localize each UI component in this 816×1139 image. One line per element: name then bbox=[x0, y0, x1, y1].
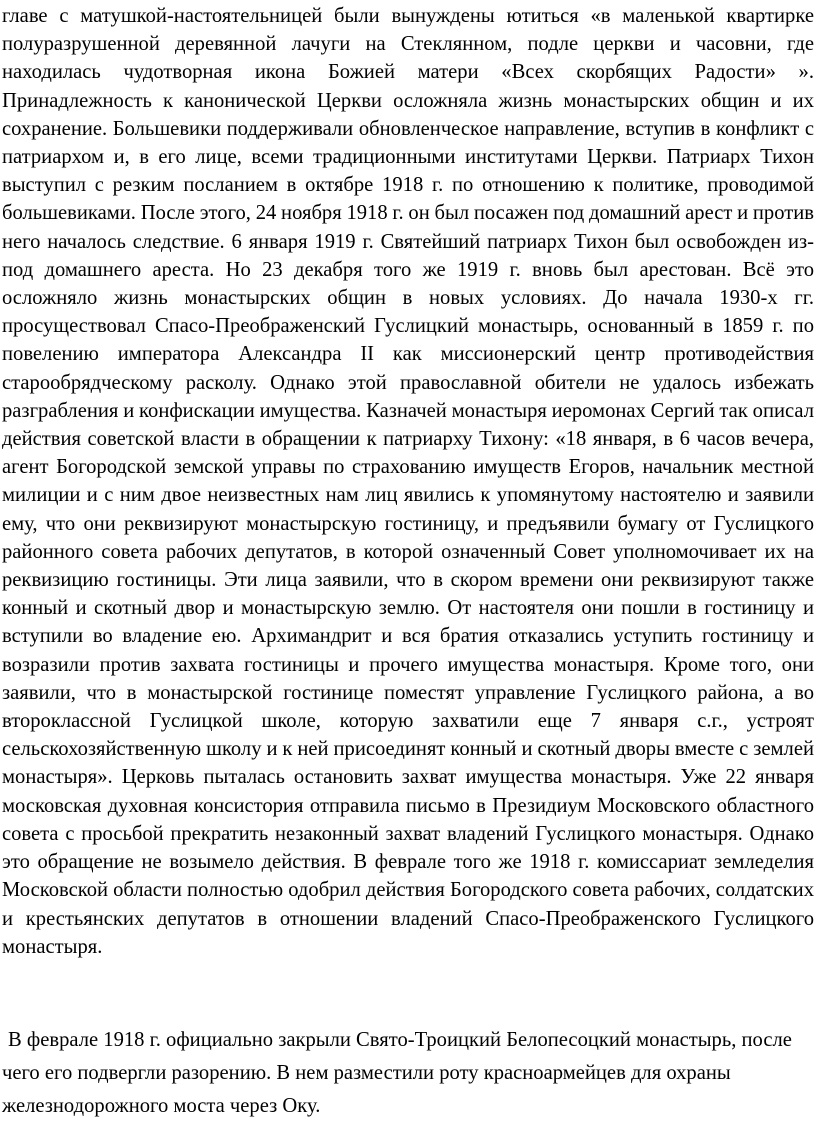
body-paragraph-2: В феврале 1918 г. официально закрыли Свято-Троицкий Белопесоцкий монастырь, после чего его подвергли разорению. В нем разместили роту красноармейцев для охраны железнодорожного моста через Оку. bbox=[2, 1029, 792, 1117]
body-paragraph-1: главе с матушкой-настоятельницей были вынуждены ютиться «в маленькой квартирке полуразрушенной деревянной лачуги на Стеклянном, подле церкви и часовни, где находилась чудотворная икона Божией матери «Всех скорбящих Радости» ». Принадлежность к канонической Церкви осложняла жизнь монастырских общин и их сохранение. Большевики поддерживали обновленческое направление, вступив в конфликт с патриархом и, в его лице, всеми традиционными институтами Церкви. Патриарх Тихон выступил с резким посланием в октябре 1918 г. по отношению к политике, проводимой большевиками. После этого, 24 ноября 1918 г. он был посажен под домашний арест и против него началось следствие. 6 января 1919 г. Святейший патриарх Тихон был освобожден из-под домашнего ареста. Но 23 декабря того же 1919 г. вновь был арестован. Всё это осложняло жизнь монастырских общин в новых условиях. До начала 1930-х гг. просуществовал Спасо-Преображенский Гуслицкий монастырь, основанный в 1859 г. по повелению императора Александра II как миссионерский центр противодействия старообрядческому расколу. Однако этой православной обители не удалось избежать разграбления и конфискации имущества. Казначей монастыря иеромонах Сергий так описал действия советской власти в обращении к патриарху Тихону: «18 января, в 6 часов вечера, агент Богородской земской управы по страхованию имуществ Егоров, начальник местной милиции и с ним двое неизвестных нам лиц явились к упомянутому настоятелю и заявили ему, что они реквизируют монастырскую гостиницу, и предъявили бумагу от Гуслицкого районного совета рабочих депутатов, в которой означенный Совет уполномочивает их на реквизицию гостиницы. Эти лица заявили, что в скором времени они реквизируют также конный и скотный двор и монастырскую землю. От настоятеля они пошли в гостиницу и вступили во владение ею. Архимандрит и вся братия отказались уступить гостиницу и возразили против захвата гостиницы и прочего имущества монастыря. Кроме того, они заявили, что в монастырской гостинице поместят управление Гуслицкого района, а во второклассной Гуслицкой школе, которую захватили еще 7 января с.г., устроят сельскохозяйственную школу и к ней присоединят конный и скотный дворы вместе с землей монастыря». Церковь пыталась остановить захват имущества монастыря. Уже 22 января московская духовная консистория отправила письмо в Президиум Московского областного совета с просьбой прекратить незаконный захват владений Гуслицкого монастыря. Однако это обращение не возымело действия. В феврале того же 1918 г. комиссариат земледелия Московской области полностью одобрил действия Богородского совета рабочих, солдатских и крестьянских депутатов в отношении владений Спасо-Преображенского Гуслицкого монастыря. bbox=[2, 5, 814, 958]
